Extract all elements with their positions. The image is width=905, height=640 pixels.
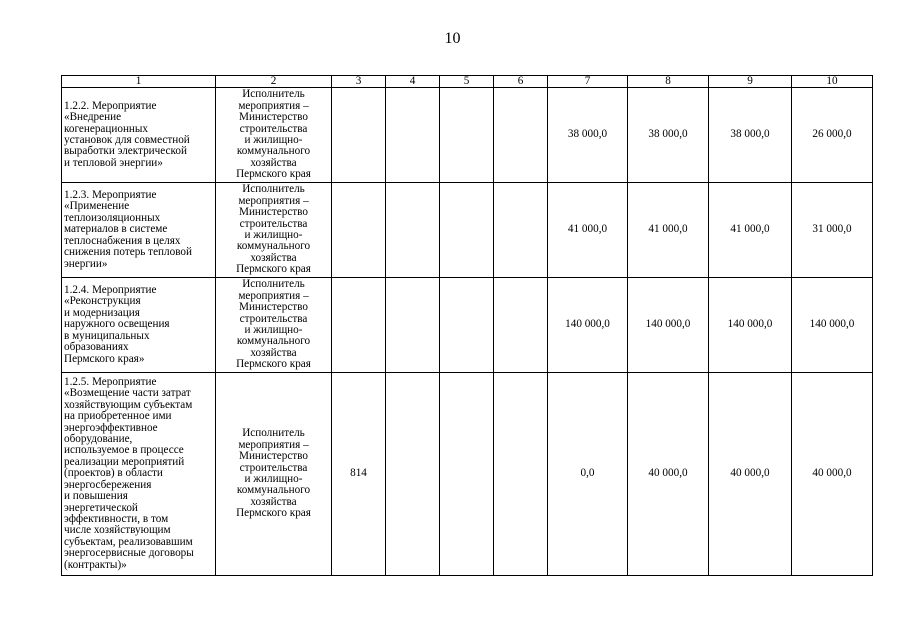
executor-line: строительства: [239, 122, 308, 135]
executor-line: Исполнитель: [242, 427, 305, 440]
executor-line: коммунального: [236, 145, 311, 158]
col7-cell: 0,0: [548, 373, 628, 576]
executor-line: Пермского края: [236, 358, 311, 371]
activity-name-line: оборудование,: [64, 433, 133, 446]
executor-line: и жилищно-: [244, 229, 303, 241]
col5-cell: [440, 373, 494, 576]
column-header: 2: [216, 76, 332, 88]
activity-name-cell: [62, 278, 216, 373]
executor-cell: [216, 278, 332, 373]
col10-cell: 140 000,0: [792, 278, 873, 373]
col9-cell: 140 000,0: [709, 278, 792, 373]
activity-name-line: теплоизоляционных: [64, 211, 161, 224]
col9-cell: 38 000,0: [709, 88, 792, 183]
col8-cell: 41 000,0: [628, 183, 709, 278]
col4-cell: [386, 88, 440, 183]
col8-cell: 140 000,0: [628, 278, 709, 373]
col3-cell: [332, 88, 386, 183]
column-header: 10: [792, 76, 873, 88]
activity-name-line: наружного освещения: [64, 318, 170, 331]
activity-name-line: образованиях: [64, 341, 129, 354]
executor-cell: [216, 88, 332, 183]
col7-cell: 140 000,0: [548, 278, 628, 373]
activity-name-line: когенерационных: [64, 122, 149, 135]
activity-name-line: энергоэффективное: [64, 421, 158, 434]
activity-name-line: «Реконструкция: [64, 295, 141, 308]
executor-line: мероприятия –: [238, 289, 309, 302]
executor-cell: [216, 373, 332, 576]
activity-name-line: «Применение: [64, 200, 130, 213]
activity-name-line: и тепловой энергии»: [64, 156, 163, 169]
column-header: 6: [494, 76, 548, 88]
activity-name-line: энергии»: [64, 257, 108, 270]
executor-cell: [216, 183, 332, 278]
activity-name-line: снижения потерь тепловой: [64, 246, 192, 259]
executor-line: мероприятия –: [238, 438, 309, 451]
executor-line: коммунального: [236, 484, 311, 497]
executor-line: строительства: [239, 461, 308, 474]
activity-name-line: субъектам, реализовавшим: [64, 535, 193, 548]
col4-cell: [386, 278, 440, 373]
executor-line: и жилищно-: [244, 324, 303, 336]
column-header: 5: [440, 76, 494, 88]
activity-name-line: «Внедрение: [64, 111, 122, 124]
activity-name-line: Пермского края»: [64, 352, 145, 365]
activity-name-line: 1.2.5. Мероприятие: [64, 376, 157, 389]
table-row: [62, 183, 873, 278]
activity-name-line: на приобретенное ими: [64, 410, 172, 423]
executor-line: хозяйства: [250, 251, 297, 264]
activity-name-line: в муниципальных: [64, 329, 150, 342]
table-row: [62, 373, 873, 576]
activity-name-cell: [62, 373, 216, 576]
col8-cell: 40 000,0: [628, 373, 709, 576]
activity-name-line: 1.2.3. Мероприятие: [64, 189, 157, 202]
executor-line: и жилищно-: [244, 134, 303, 146]
header-row: [62, 76, 873, 88]
column-header: 4: [386, 76, 440, 88]
col3-cell: [332, 278, 386, 373]
executor-line: Министерство: [239, 301, 308, 314]
executor-line: Исполнитель: [242, 88, 305, 101]
activity-name-line: эффективности, в том: [64, 512, 169, 525]
executor-line: Министерство: [239, 450, 308, 463]
activity-name-line: энергосбережения: [64, 478, 152, 491]
col5-cell: [440, 278, 494, 373]
column-header: 9: [709, 76, 792, 88]
executor-line: и жилищно-: [244, 473, 303, 485]
col4-cell: [386, 183, 440, 278]
activity-name-line: выработки электрической: [64, 145, 187, 158]
col5-cell: [440, 88, 494, 183]
activity-name-line: энергетической: [64, 501, 138, 514]
executor-line: Пермского края: [236, 168, 311, 181]
col10-cell: 40 000,0: [792, 373, 873, 576]
col9-cell: 40 000,0: [709, 373, 792, 576]
activity-name-cell: [62, 183, 216, 278]
table-row: [62, 88, 873, 183]
activity-name-line: (проектов) в области: [64, 467, 163, 480]
col5-cell: [440, 183, 494, 278]
col4-cell: [386, 373, 440, 576]
activity-name-line: материалов в системе: [64, 223, 168, 236]
activity-name-line: и модернизация: [64, 306, 140, 319]
activity-name-line: используемое в процессе: [64, 444, 184, 457]
activity-name-line: хозяйствующим субъектам: [64, 398, 193, 411]
executor-line: мероприятия –: [238, 99, 309, 112]
column-header: 8: [628, 76, 709, 88]
col7-cell: 38 000,0: [548, 88, 628, 183]
col3-cell: 814: [332, 373, 386, 576]
col6-cell: [494, 183, 548, 278]
executor-line: коммунального: [236, 335, 311, 348]
executor-line: Исполнитель: [242, 278, 305, 291]
executor-line: хозяйства: [250, 495, 297, 508]
column-header: 1: [62, 76, 216, 88]
activity-name-line: (контракты)»: [64, 558, 127, 571]
activity-name-line: и повышения: [64, 490, 128, 503]
col9-cell: 41 000,0: [709, 183, 792, 278]
col3-cell: [332, 183, 386, 278]
activity-name-line: 1.2.2. Мероприятие: [64, 99, 157, 112]
col6-cell: [494, 278, 548, 373]
page-number: 10: [444, 30, 461, 47]
activity-name-line: установок для совместной: [64, 134, 190, 146]
column-header: 3: [332, 76, 386, 88]
executor-line: хозяйства: [250, 346, 297, 359]
executor-line: строительства: [239, 312, 308, 325]
col6-cell: [494, 373, 548, 576]
executor-line: мероприятия –: [238, 194, 309, 207]
activity-name-line: числе хозяйствующим: [64, 524, 171, 537]
activity-name-line: теплоснабжения в целях: [64, 234, 181, 247]
column-header: 7: [548, 76, 628, 88]
activity-name-cell: [62, 88, 216, 183]
executor-line: строительства: [239, 217, 308, 230]
activity-name-line: 1.2.4. Мероприятие: [64, 284, 157, 297]
col8-cell: 38 000,0: [628, 88, 709, 183]
executor-line: хозяйства: [250, 156, 297, 169]
executor-line: Пермского края: [236, 263, 311, 276]
budget-table: [61, 75, 873, 576]
executor-line: Пермского края: [236, 507, 311, 520]
executor-line: коммунального: [236, 240, 311, 253]
col10-cell: 26 000,0: [792, 88, 873, 183]
activity-name-line: энергосервисные договоры: [64, 547, 194, 560]
activity-name-line: «Возмещение части затрат: [64, 387, 191, 400]
col7-cell: 41 000,0: [548, 183, 628, 278]
table-row: [62, 278, 873, 373]
activity-name-line: реализации мероприятий: [64, 455, 185, 468]
col6-cell: [494, 88, 548, 183]
executor-line: Министерство: [239, 111, 308, 124]
executor-line: Министерство: [239, 206, 308, 219]
executor-line: Исполнитель: [242, 183, 305, 196]
col10-cell: 31 000,0: [792, 183, 873, 278]
